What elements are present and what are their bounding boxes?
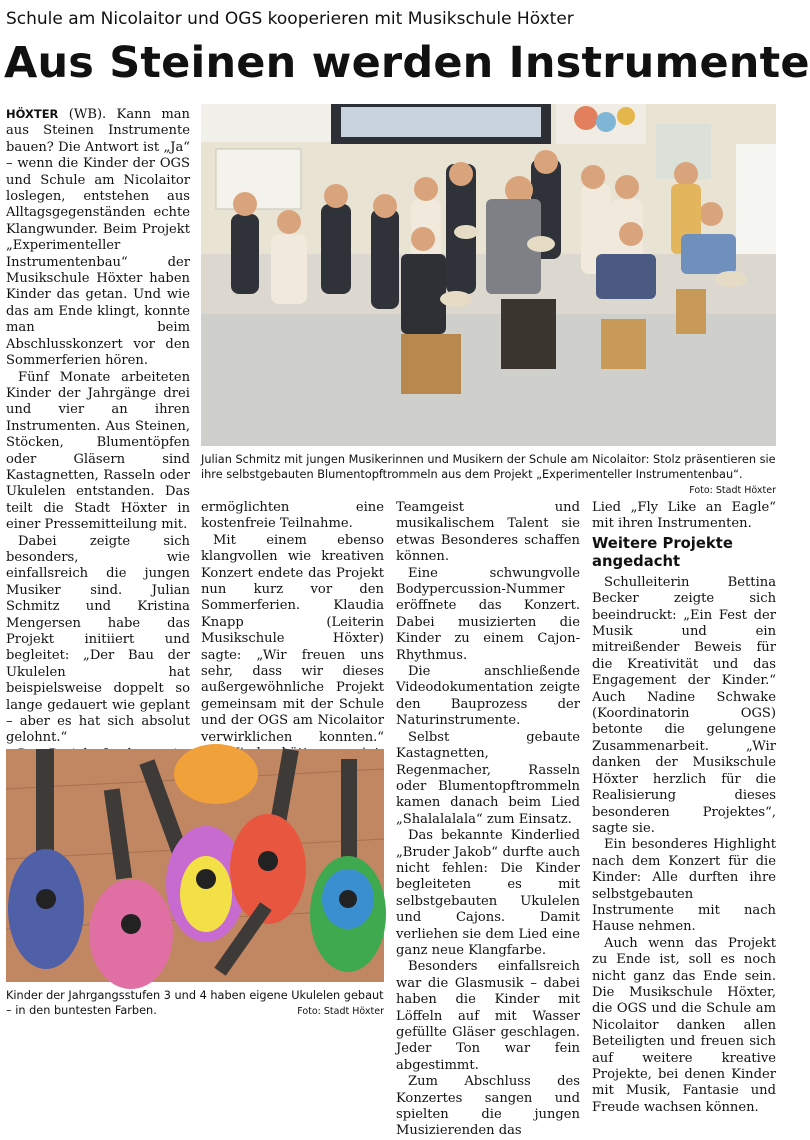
paragraph: Dabei zeigte sich besonders, wie einfallsreich die jungen Musiker sind. Julian Schmitz und Kristina Mengersen habe das Projekt initiiert und begleitet: „Der Bau der Ukulelen hat beispielsweise doppelt so lange gedauert wie geplant – aber es hat sich absolut gelohnt.“ [6,533,190,746]
article-column-4 [592,500,776,1115]
paragraph: Auch wenn das Projekt zu Ende ist, soll es noch nicht ganz das Ende sein. Die Musikschule Höxter, die OGS und die Schule am Nicolaitor danken allen Beteiligten und freuen sich auf weitere kreative Projekte, bei denen Kinder mit Musik, Fantasie und Freude wachsen können. [592,935,776,1115]
caption-text: Julian Schmitz mit jungen Musikerinnen und Musikern der Schule am Nicolaitor: Stolz präsentieren sie ihre selbstgebauten Blumentopftrommeln aus dem Projekt „Experimenteller Instrumentenbau“. [201,453,776,481]
article-column-2 [201,500,384,745]
paragraph: Schulleiterin Bettina Becker zeigte sich beeindruckt: „Ein Fest der Musik und ein mitreißender Beweis für die Kreativität und das Engagement der Kinder.“ Auch Nadine Schwake (Koordinatorin OGS) betonte die gelungene Zusammenarbeit. „Wir danken der Musikschule Höxter herzlich für die Realisierung dieses besonderen Projektes“, sagte sie. [592,574,776,836]
paragraph: Mit einem ebenso klangvollen wie kreativen Konzert endete das Projekt nun kurz vor den Sommerferien. Klaudia Knapp (Leiterin Musikschule Höxter) sagte: „Wir freuen uns sehr, dass wir dieses außergewöhnliche Projekt gemeinsam mit der Schule und der OGS am Nicolaitor verwirklichen konnten.“ [201,532,384,745]
paragraph: Zum Abschluss des Konzertes sangen und spielten die jungen Musizierenden das [396,1074,580,1139]
paragraph: Eine schwungvolle Bodypercussion-Nummer eröffnete das Konzert. Dabei musizierten die Kinder zu einem Cajon-Rhythmus. [396,565,580,663]
article-headline: Aus Steinen werden Instrumente [4,38,810,88]
paragraph: Lied „Fly Like an Eagle“ mit ihren Instrumenten. [592,500,776,532]
classroom-photo [201,104,776,446]
subheading: Weitere Projekte angedacht [592,534,733,570]
article-column-3 [396,500,580,1139]
article-column-1 [6,106,190,746]
paragraph: Selbst gebaute Kastagnetten, Regenmacher, Rasseln oder Blumentopftrommeln kamen danach beim Lied „Shalalalala“ zum Einsatz. [396,729,580,827]
paragraph: Fünf Monate arbeiteten Kinder der Jahrgänge drei und vier an ihren Instrumenten. Aus Steinen, Stöcken, Blumentöpfen oder Gläsern sind Kastagnetten, Rasseln oder Ukulelen entstanden. Das teilt die Stadt Höxter in einer Pressemitteilung mit. [6,369,190,533]
paragraph: Die anschließende Videodokumentation zeigte den Bauprozess der Naturinstrumente. [396,664,580,729]
paragraph: ermöglichten eine kostenfreie Teilnahme. [201,500,384,532]
ukulele-photo [6,749,384,982]
paragraph: Teamgeist und musikalischem Talent sie etwas Besonderes schaffen können. [396,500,580,565]
photo-caption [6,988,384,1020]
paragraph: Besonders einfallsreich war die Glasmusik – dabei haben die Kinder mit Löffeln auf mit Wasser gefüllte Gläser geschlagen. Jeder Ton war fein abgestimmt. [396,959,580,1073]
photo-caption [201,452,776,496]
paragraph: Ein besonderes Highlight nach dem Konzert für die Kinder: Alle durften ihre selbstgebauten Instrumente mit nach Hause nehmen. [592,837,776,935]
paragraph [6,106,190,370]
photo-credit: Foto: Stadt Höxter [689,485,776,496]
dateline: HÖXTER [6,107,59,121]
article-kicker: Schule am Nicolaitor und OGS kooperieren mit Musikschule Höxter [6,9,574,29]
caption-text: Kinder der Jahrgangsstufen 3 und 4 haben eigene Ukulelen gebaut – in den buntesten Farben. [6,989,384,1017]
lead-text: (WB). Kann man aus Steinen Instrumente bauen? Die Antwort ist „Ja“ – wenn die Kinder der OGS und Schule am Nicolaitor loslegen, entstehen aus Alltagsgegenständen echte Klangwunder. Beim Projekt „Experimenteller Instrumentenbau“ der Musikschule Höxter haben Kinder das getan. Und wie das am Ende klingt, konnte man beim Abschlusskonzert vor den Sommerferien hören. [6,107,190,369]
paragraph: Das bekannte Kinderlied „Bruder Jakob“ durfte auch nicht fehlen: Die Kinder begleiteten es mit selbstgebauten Ukulelen und Cajons. Damit verliehen sie dem Lied eine ganz neue Klangfarbe. [396,828,580,958]
photo-credit: Foto: Stadt Höxter [297,1006,384,1017]
